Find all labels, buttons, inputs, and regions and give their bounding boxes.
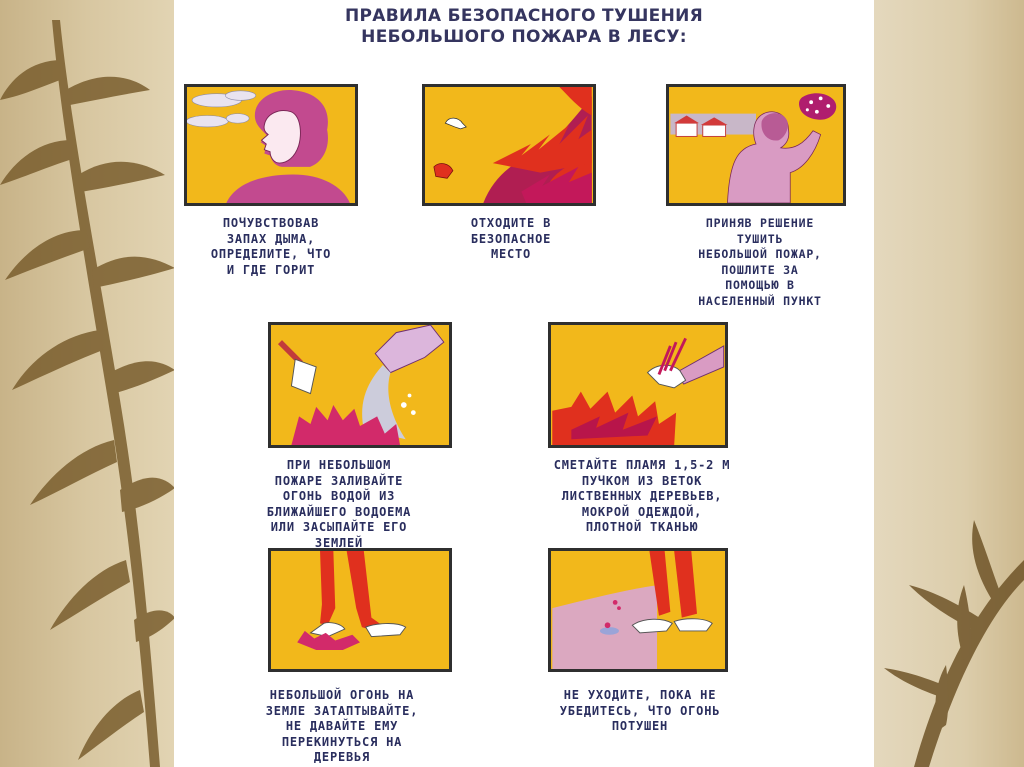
caption-line: ЛИСТВЕННЫХ ДЕРЕВЬЕВ, xyxy=(561,489,723,503)
caption-line: ЗЕМЛЕЙ xyxy=(314,535,364,550)
caption-line: И ГДЕ ГОРИТ xyxy=(226,262,316,277)
call-for-help-drawing xyxy=(669,87,843,203)
background-left xyxy=(0,0,175,767)
illustration-pour-water xyxy=(268,322,452,448)
ensure-out-drawing xyxy=(551,551,725,669)
caption-rule-5 xyxy=(492,458,792,536)
caption-line: МЕСТО xyxy=(490,247,532,261)
caption-rule-3 xyxy=(652,216,868,309)
caption-line: ОГОНЬ ВОДОЙ ИЗ xyxy=(282,489,396,503)
poster xyxy=(174,0,874,767)
caption-line: НЕ УХОДИТЕ, ПОКА НЕ xyxy=(563,688,717,702)
caption-line: НЕ ДАВАЙТЕ ЕМУ xyxy=(285,719,399,733)
caption-line: ПОЖАРЕ ЗАЛИВАЙТЕ xyxy=(274,473,404,488)
caption-line: НАСЕЛЕННЫЙ ПУНКТ xyxy=(698,293,822,308)
caption-line: НЕБОЛЬШОЙ ПОЖАР, xyxy=(698,247,822,261)
fern-decoration-left xyxy=(0,0,175,767)
caption-line: БЛИЖАЙШЕГО ВОДОЕМА xyxy=(266,504,412,519)
caption-line: ПОТУШЕН xyxy=(611,719,669,733)
caption-line: ТУШИТЬ xyxy=(736,231,784,246)
illustration-smell-smoke xyxy=(184,84,358,206)
caption-rule-4 xyxy=(214,458,464,551)
caption-line: ПОЧУВСТВОВАВ xyxy=(222,216,320,230)
caption-line: НЕБОЛЬШОЙ ОГОНЬ НА xyxy=(269,688,415,702)
page-title xyxy=(174,6,874,48)
caption-rule-2 xyxy=(418,216,604,263)
background-right xyxy=(874,0,1024,767)
caption-line: ПЕРЕКИНУТЬСЯ НА xyxy=(281,734,403,749)
caption-line: БЕЗОПАСНОЕ xyxy=(470,231,552,246)
illustration-sweep-flame xyxy=(548,322,728,448)
caption-rule-7 xyxy=(504,688,776,735)
caption-line: ПРИ НЕБОЛЬШОМ xyxy=(286,458,392,472)
caption-line: ПОШЛИТЕ ЗА xyxy=(721,262,799,277)
sweep-flame-drawing xyxy=(551,325,725,445)
stamp-fire-drawing xyxy=(271,551,449,669)
fern-decoration-right xyxy=(874,0,1024,767)
caption-line: ЗЕМЛЕ ЗАТАПТЫВАЙТЕ, xyxy=(265,703,419,718)
caption-line: СМЕТАЙТЕ ПЛАМЯ 1,5-2 М xyxy=(553,458,731,472)
caption-line: ДЕРЕВЬЯ xyxy=(313,750,371,764)
title-line-2: НЕБОЛЬШОГО ПОЖАРА В ЛЕСУ: xyxy=(361,27,687,47)
caption-rule-1 xyxy=(178,216,364,278)
caption-line: ИЛИ ЗАСЫПАЙТЕ ЕГО xyxy=(270,520,408,534)
caption-line: ОТХОДИТЕ В xyxy=(470,216,552,230)
pour-water-drawing xyxy=(271,325,449,445)
title-line-1: ПРАВИЛА БЕЗОПАСНОГО ТУШЕНИЯ xyxy=(344,6,704,26)
illustration-call-for-help xyxy=(666,84,846,206)
caption-line: ПУЧКОМ ИЗ ВЕТОК xyxy=(581,473,703,488)
caption-rule-6 xyxy=(204,688,480,766)
move-away-drawing xyxy=(425,87,593,203)
caption-line: ОПРЕДЕЛИТЕ, ЧТО xyxy=(210,247,332,261)
caption-line: ПЛОТНОЙ ТКАНЬЮ xyxy=(585,520,699,534)
illustration-move-away xyxy=(422,84,596,206)
caption-line: ПОМОЩЬЮ В xyxy=(725,278,795,292)
caption-line: УБЕДИТЕСЬ, ЧТО ОГОНЬ xyxy=(559,703,721,718)
caption-line: ПРИНЯВ РЕШЕНИЕ xyxy=(705,216,815,230)
illustration-stamp-fire xyxy=(268,548,452,672)
smell-smoke-drawing xyxy=(187,87,355,203)
caption-line: МОКРОЙ ОДЕЖДОЙ, xyxy=(581,504,703,519)
illustration-ensure-out xyxy=(548,548,728,672)
caption-line: ЗАПАХ ДЫМА, xyxy=(226,231,316,246)
